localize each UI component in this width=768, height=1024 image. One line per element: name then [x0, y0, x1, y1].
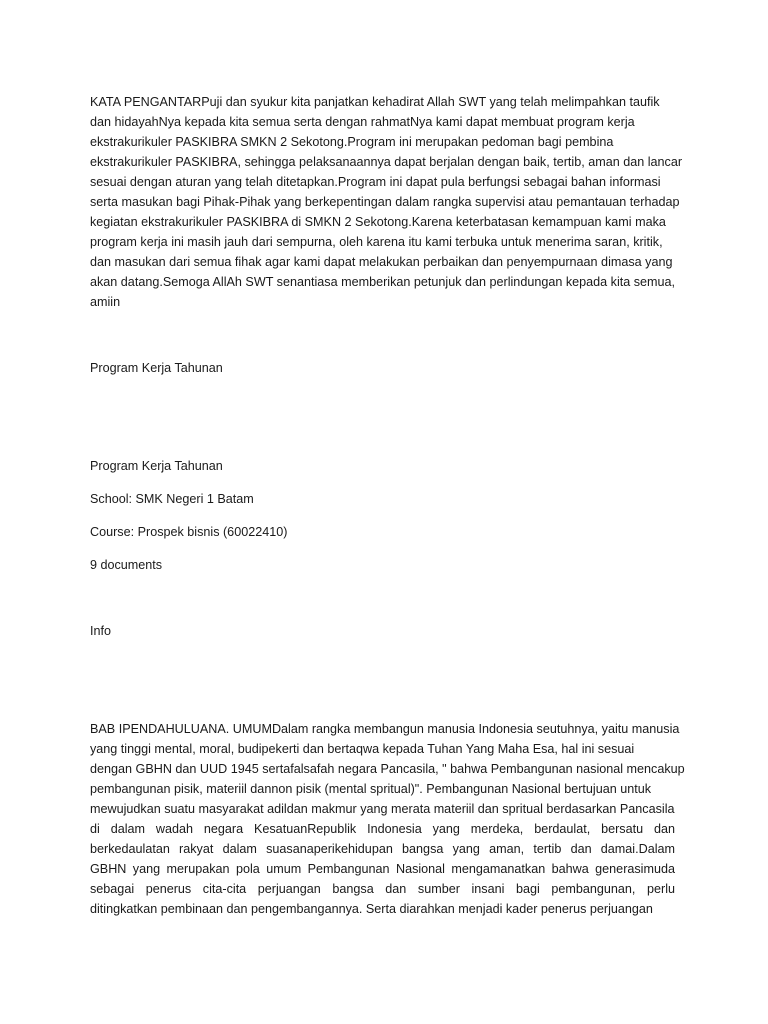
- intro-line: ekstrakurikuler PASKIBRA, sehingga pelaksanaannya dapat berjalan dengan baik, tertib, aman dan lancar: [90, 155, 683, 169]
- chapter-line: yang tinggi mental, moral, budipekerti dan bertaqwa kepada Tuhan Yang Maha Esa, hal ini sesuai: [90, 742, 635, 756]
- intro-line: dan masukan dari semua fihak agar kami dapat melakukan perbaikan dan penyempurnaan dimasa yang: [90, 255, 673, 269]
- intro-line: KATA PENGANTARPuji dan syukur kita panjatkan kehadirat Allah SWT yang telah melimpahkan taufik: [90, 95, 660, 109]
- chapter-line: dengan GBHN dan UUD 1945 sertafalsafah negara Pancasila, " bahwa Pembangunan nasional mencakup: [90, 762, 685, 776]
- intro-line: program kerja ini masih jauh dari sempurna, oleh karena itu kami terbuka untuk menerima saran, kritik,: [90, 235, 663, 249]
- chapter-line: GBHN yang merupakan pola umum Pembangunan Nasional mengamanatkan bahwa generasimuda: [90, 862, 675, 876]
- chapter-line: berkedaulatan rakyat dalam suasanaperikehidupan bangsa yang aman, tertib dan damai.Dalam: [90, 842, 675, 856]
- document-title: Program Kerja Tahunan: [90, 459, 223, 473]
- intro-line: kegiatan ekstrakurikuler PASKIBRA di SMKN 2 Sekotong.Karena keterbatasan kemampuan kami maka: [90, 215, 666, 229]
- school-label: School: SMK Negeri 1 Batam: [90, 492, 254, 506]
- intro-line: akan datang.Semoga AllAh SWT senantiasa memberikan petunjuk dan perlindungan kepada kita semua,: [90, 275, 676, 289]
- chapter-paragraph: [90, 719, 685, 919]
- chapter-line: BAB IPENDAHULUANA. UMUMDalam rangka membangun manusia Indonesia seutuhnya, yaitu manusia: [90, 722, 680, 736]
- chapter-line: mewujudkan suatu masyarakat adildan makmur yang merata materiil dan spritual berdasarkan Pancasila: [90, 802, 675, 816]
- section-heading: Program Kerja Tahunan: [90, 361, 223, 375]
- chapter-line: pembangunan pisik, materiil dannon pisik (mental spritual)". Pembangunan Nasional bertujuan untuk: [90, 782, 652, 796]
- intro-paragraph: [90, 92, 683, 312]
- info-label: Info: [90, 624, 112, 638]
- intro-line: amiin: [90, 295, 121, 309]
- chapter-line: ditingkatkan pembinaan dan pengembangannya. Serta diarahkan menjadi kader penerus perjuangan: [90, 902, 653, 916]
- course-label: Course: Prospek bisnis (60022410): [90, 525, 288, 539]
- intro-line: sesuai dengan aturan yang telah ditetapkan.Program ini dapat pula berfungsi sebagai bahan informasi: [90, 175, 661, 189]
- chapter-line: sebagai penerus cita-cita perjuangan bangsa dan sumber insani bagi pembangunan, perlu: [90, 882, 675, 896]
- documents-count: 9 documents: [90, 558, 163, 572]
- intro-line: serta masukan bagi Pihak-Pihak yang berkepentingan dalam rangka supervisi atau pemantauan terhadap: [90, 195, 680, 209]
- chapter-line: di dalam wadah negara KesatuanRepublik Indonesia yang merdeka, berdaulat, bersatu dan: [90, 822, 675, 836]
- intro-line: dan hidayahNya kepada kita semua serta dengan rahmatNya kami dapat membuat program kerja: [90, 115, 635, 129]
- intro-line: ekstrakurikuler PASKIBRA SMKN 2 Sekotong.Program ini merupakan pedoman bagi pembina: [90, 135, 614, 149]
